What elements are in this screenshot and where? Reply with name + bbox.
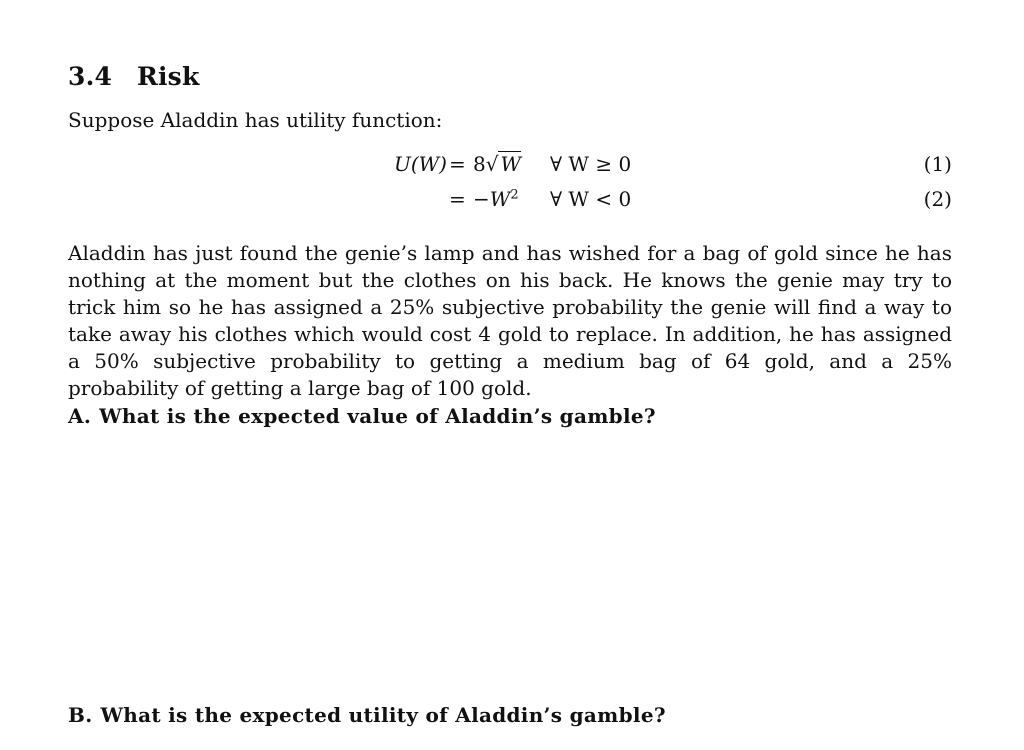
equation-condition: ∀ W < 0 [550, 187, 632, 211]
section-heading [68, 62, 199, 91]
equation-row [68, 152, 952, 182]
rhs-exponent: 2 [510, 187, 519, 203]
equation-condition: ∀ W ≥ 0 [550, 152, 632, 176]
rhs-base: −W [473, 187, 511, 211]
rhs-radicand: W [500, 152, 522, 176]
equation-block [68, 152, 952, 224]
equation-relation: = [449, 152, 466, 176]
equation-row [68, 187, 952, 217]
equation-rhs [473, 187, 519, 211]
document-page [68, 0, 952, 750]
question-label: B. [68, 703, 93, 727]
equation-rhs [473, 152, 521, 176]
equation-lhs: U(W) [393, 152, 447, 176]
section-number: 3.4 [68, 62, 113, 91]
question-label: A. [68, 404, 92, 428]
equation-relation: = [449, 187, 466, 211]
equation-number: (2) [923, 187, 952, 211]
square-root-symbol: √ W [485, 152, 522, 176]
question-text: What is the expected value of Aladdin’s gamble? [99, 404, 656, 428]
equation-number: (1) [923, 152, 952, 176]
question-b [68, 703, 666, 727]
intro-text: Suppose Aladdin has utility function: [68, 108, 443, 132]
question-a [68, 404, 656, 428]
question-text: What is the expected utility of Aladdin’s gamble? [100, 703, 666, 727]
section-title: Risk [137, 62, 200, 91]
problem-paragraph: Aladdin has just found the genie’s lamp and has wished for a bag of gold since he has nothing at the moment but the clothes on his back. He knows the genie may try to trick him so he has assigned a 25% subjective probability the genie will find a way to take away his clothes which would cost 4 gold to replace. In addition, he has assigned a 50% subjective probability to getting a medium bag of 64 gold, and a 25% probability of getting a large bag of 100 gold. [68, 241, 952, 400]
rhs-coefficient: 8 [473, 152, 486, 176]
